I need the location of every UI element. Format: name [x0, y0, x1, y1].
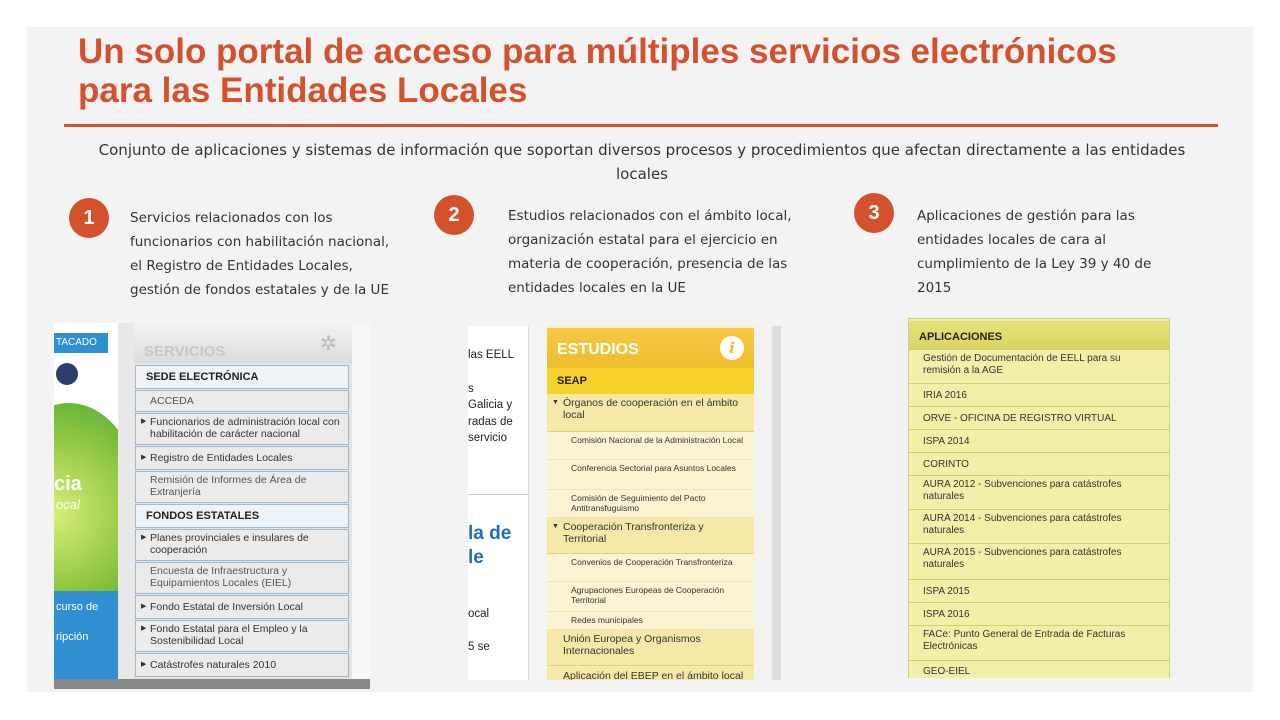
left-text: las EELL: [468, 349, 515, 361]
servicios-left-area: [54, 323, 118, 689]
seap-section[interactable]: SEAP: [547, 368, 754, 394]
app-item[interactable]: ORVE - OFICINA DE REGISTRO VIRTUAL: [909, 406, 1169, 429]
left-text: 5 se: [468, 641, 490, 653]
app-item[interactable]: GEO-EIEL: [909, 660, 1169, 678]
estudios-left-area: [468, 326, 529, 680]
app-item[interactable]: AURA 2015 - Subvenciones para catástrofes naturales: [909, 543, 1169, 579]
servicios-screenshot: [54, 323, 370, 689]
scrollbar[interactable]: [754, 326, 783, 680]
menu-item-cooperacion[interactable]: ▼ Cooperación Transfronteriza y Territorial: [547, 518, 754, 554]
info-icon[interactable]: i: [720, 336, 744, 360]
page-title: [78, 32, 1228, 110]
column-3-text: [917, 204, 1197, 300]
left-text: radas de: [468, 416, 513, 428]
menu-item-fondo-inversion[interactable]: ▶ Fondo Estatal de Inversión Local: [135, 595, 349, 619]
bottom-bar: [54, 679, 370, 689]
app-item[interactable]: ISPA 2014: [909, 429, 1169, 452]
app-item[interactable]: CORINTO: [909, 452, 1169, 475]
servicios-menu-header: [134, 323, 352, 363]
column-1-line: funcionarios con habilitación nacional,: [130, 234, 390, 250]
estudios-screenshot: [468, 326, 783, 680]
gap-strip: [529, 326, 547, 680]
blue-link-text: ripción: [56, 631, 89, 643]
menu-item-eiel[interactable]: Encuesta de Infraestructura y Equipamientos Locales (EIEL): [135, 562, 349, 594]
menu-item-registro[interactable]: ▶ Registro de Entidades Locales: [135, 446, 349, 470]
destacado-tab[interactable]: TACADO: [54, 333, 108, 353]
menu-item-union-europea[interactable]: Unión Europea y Organismos Internacionales: [547, 630, 754, 666]
blue-link-text: curso de: [56, 601, 99, 613]
menu-item-catastrofes[interactable]: ▶ Catástrofes naturales 2010: [135, 653, 349, 677]
left-heading: le: [468, 547, 484, 568]
step-badge-2: 2: [434, 195, 474, 235]
column-3-line: Aplicaciones de gestión para las: [917, 208, 1135, 224]
column-1-line: gestión de fondos estatales y de la UE: [130, 282, 389, 298]
app-item[interactable]: ISPA 2016: [909, 602, 1169, 625]
submenu-item[interactable]: Convenios de Cooperación Transfronteriza: [547, 554, 754, 582]
menu-item-fondo-empleo[interactable]: ▶ Fondo Estatal para el Empleo y la Sostenibilidad Local: [135, 620, 349, 652]
title-line-1: Un solo portal de acceso para múltiples servicios electrónicos: [78, 32, 1117, 71]
app-item[interactable]: ISPA 2015: [909, 579, 1169, 602]
left-heading: la de: [468, 523, 512, 544]
menu-item-planes[interactable]: ▶ Planes provinciales e insulares de cooperación: [135, 529, 349, 561]
column-2-text: [508, 204, 828, 300]
servicios-title: SERVICIOS: [144, 343, 226, 360]
column-2-line: Estudios relacionados con el ámbito local,: [508, 208, 792, 224]
column-2-line: materia de cooperación, presencia de las: [508, 256, 788, 272]
menu-section-sede[interactable]: SEDE ELECTRÓNICA: [135, 365, 349, 389]
submenu-item[interactable]: Comisión de Seguimiento del Pacto Antitransfuguismo: [547, 490, 754, 518]
subtitle: Conjunto de aplicaciones y sistemas de información que soportan diversos procesos y procedimientos que afectan directamente a las entidades locales: [98, 141, 1186, 183]
column-1-line: Servicios relacionados con los: [130, 210, 333, 226]
green-banner: [54, 403, 118, 623]
column-1-text: [130, 206, 420, 302]
menu-item-ebep[interactable]: Aplicación del EBEP en el ámbito local: [547, 667, 754, 680]
left-divider: [468, 494, 528, 495]
step-badge-1: 1: [69, 198, 109, 238]
menu-item-acceda[interactable]: ACCEDA: [135, 390, 349, 412]
left-text: ocal: [468, 608, 490, 620]
app-item[interactable]: FACe: Punto General de Entrada de Facturas Electrónicas: [909, 625, 1169, 660]
left-text: s: [468, 383, 474, 395]
column-2-line: organización estatal para el ejercicio en: [508, 232, 778, 248]
menu-item-organos[interactable]: ▼ Órganos de cooperación en el ámbito local: [547, 394, 754, 432]
separator-strip: [118, 323, 134, 689]
logo-icon: [56, 363, 78, 385]
column-3-line: cumplimiento de la Ley 39 y 40 de: [917, 256, 1152, 272]
left-text: servicio: [468, 432, 507, 444]
estudios-title: ESTUDIOS: [557, 341, 639, 358]
app-item[interactable]: Gestión de Documentación de EELL para su remisión a la AGE: [909, 349, 1169, 383]
app-item[interactable]: AURA 2012 - Subvenciones para catástrofes naturales: [909, 475, 1169, 509]
right-gutter: [352, 323, 370, 689]
menu-item-funcionarios[interactable]: ▶ Funcionarios de administración local con habilitación de carácter nacional: [135, 413, 349, 445]
column-2-line: entidades locales en la UE: [508, 280, 686, 296]
column-3-line: 2015: [917, 280, 952, 296]
aplicaciones-screenshot: [894, 318, 1182, 678]
banner-subtext: ocal: [56, 497, 80, 512]
submenu-item[interactable]: Agrupaciones Europeas de Cooperación Territorial: [547, 582, 754, 612]
title-divider: [64, 124, 1218, 127]
submenu-item[interactable]: Conferencia Sectorial para Asuntos Locales: [547, 460, 754, 490]
title-line-2: para las Entidades Locales: [78, 71, 528, 110]
sparkle-icon: ✲: [320, 333, 337, 355]
submenu-item[interactable]: Redes municipales: [547, 612, 754, 630]
aplicaciones-menu: [908, 318, 1170, 678]
menu-section-fondos[interactable]: FONDOS ESTATALES: [135, 504, 349, 528]
blue-link-box[interactable]: [54, 591, 118, 683]
estudios-menu-header: [547, 328, 754, 368]
step-badge-3: 3: [854, 193, 894, 233]
submenu-item[interactable]: Comisión Nacional de la Administración Local: [547, 432, 754, 460]
app-item[interactable]: AURA 2014 - Subvenciones para catástrofes naturales: [909, 509, 1169, 543]
column-3-line: entidades locales de cara al: [917, 232, 1107, 248]
app-item[interactable]: IRIA 2016: [909, 383, 1169, 406]
left-text: Galicia y: [468, 399, 513, 411]
aplicaciones-title: APLICACIONES: [909, 321, 1169, 349]
banner-text: cia: [54, 473, 82, 495]
column-1-line: el Registro de Entidades Locales,: [130, 258, 353, 274]
estudios-menu: [547, 326, 754, 680]
menu-item-extranjeria[interactable]: Remisión de Informes de Área de Extranjería: [135, 471, 349, 503]
servicios-menu: [134, 323, 352, 689]
